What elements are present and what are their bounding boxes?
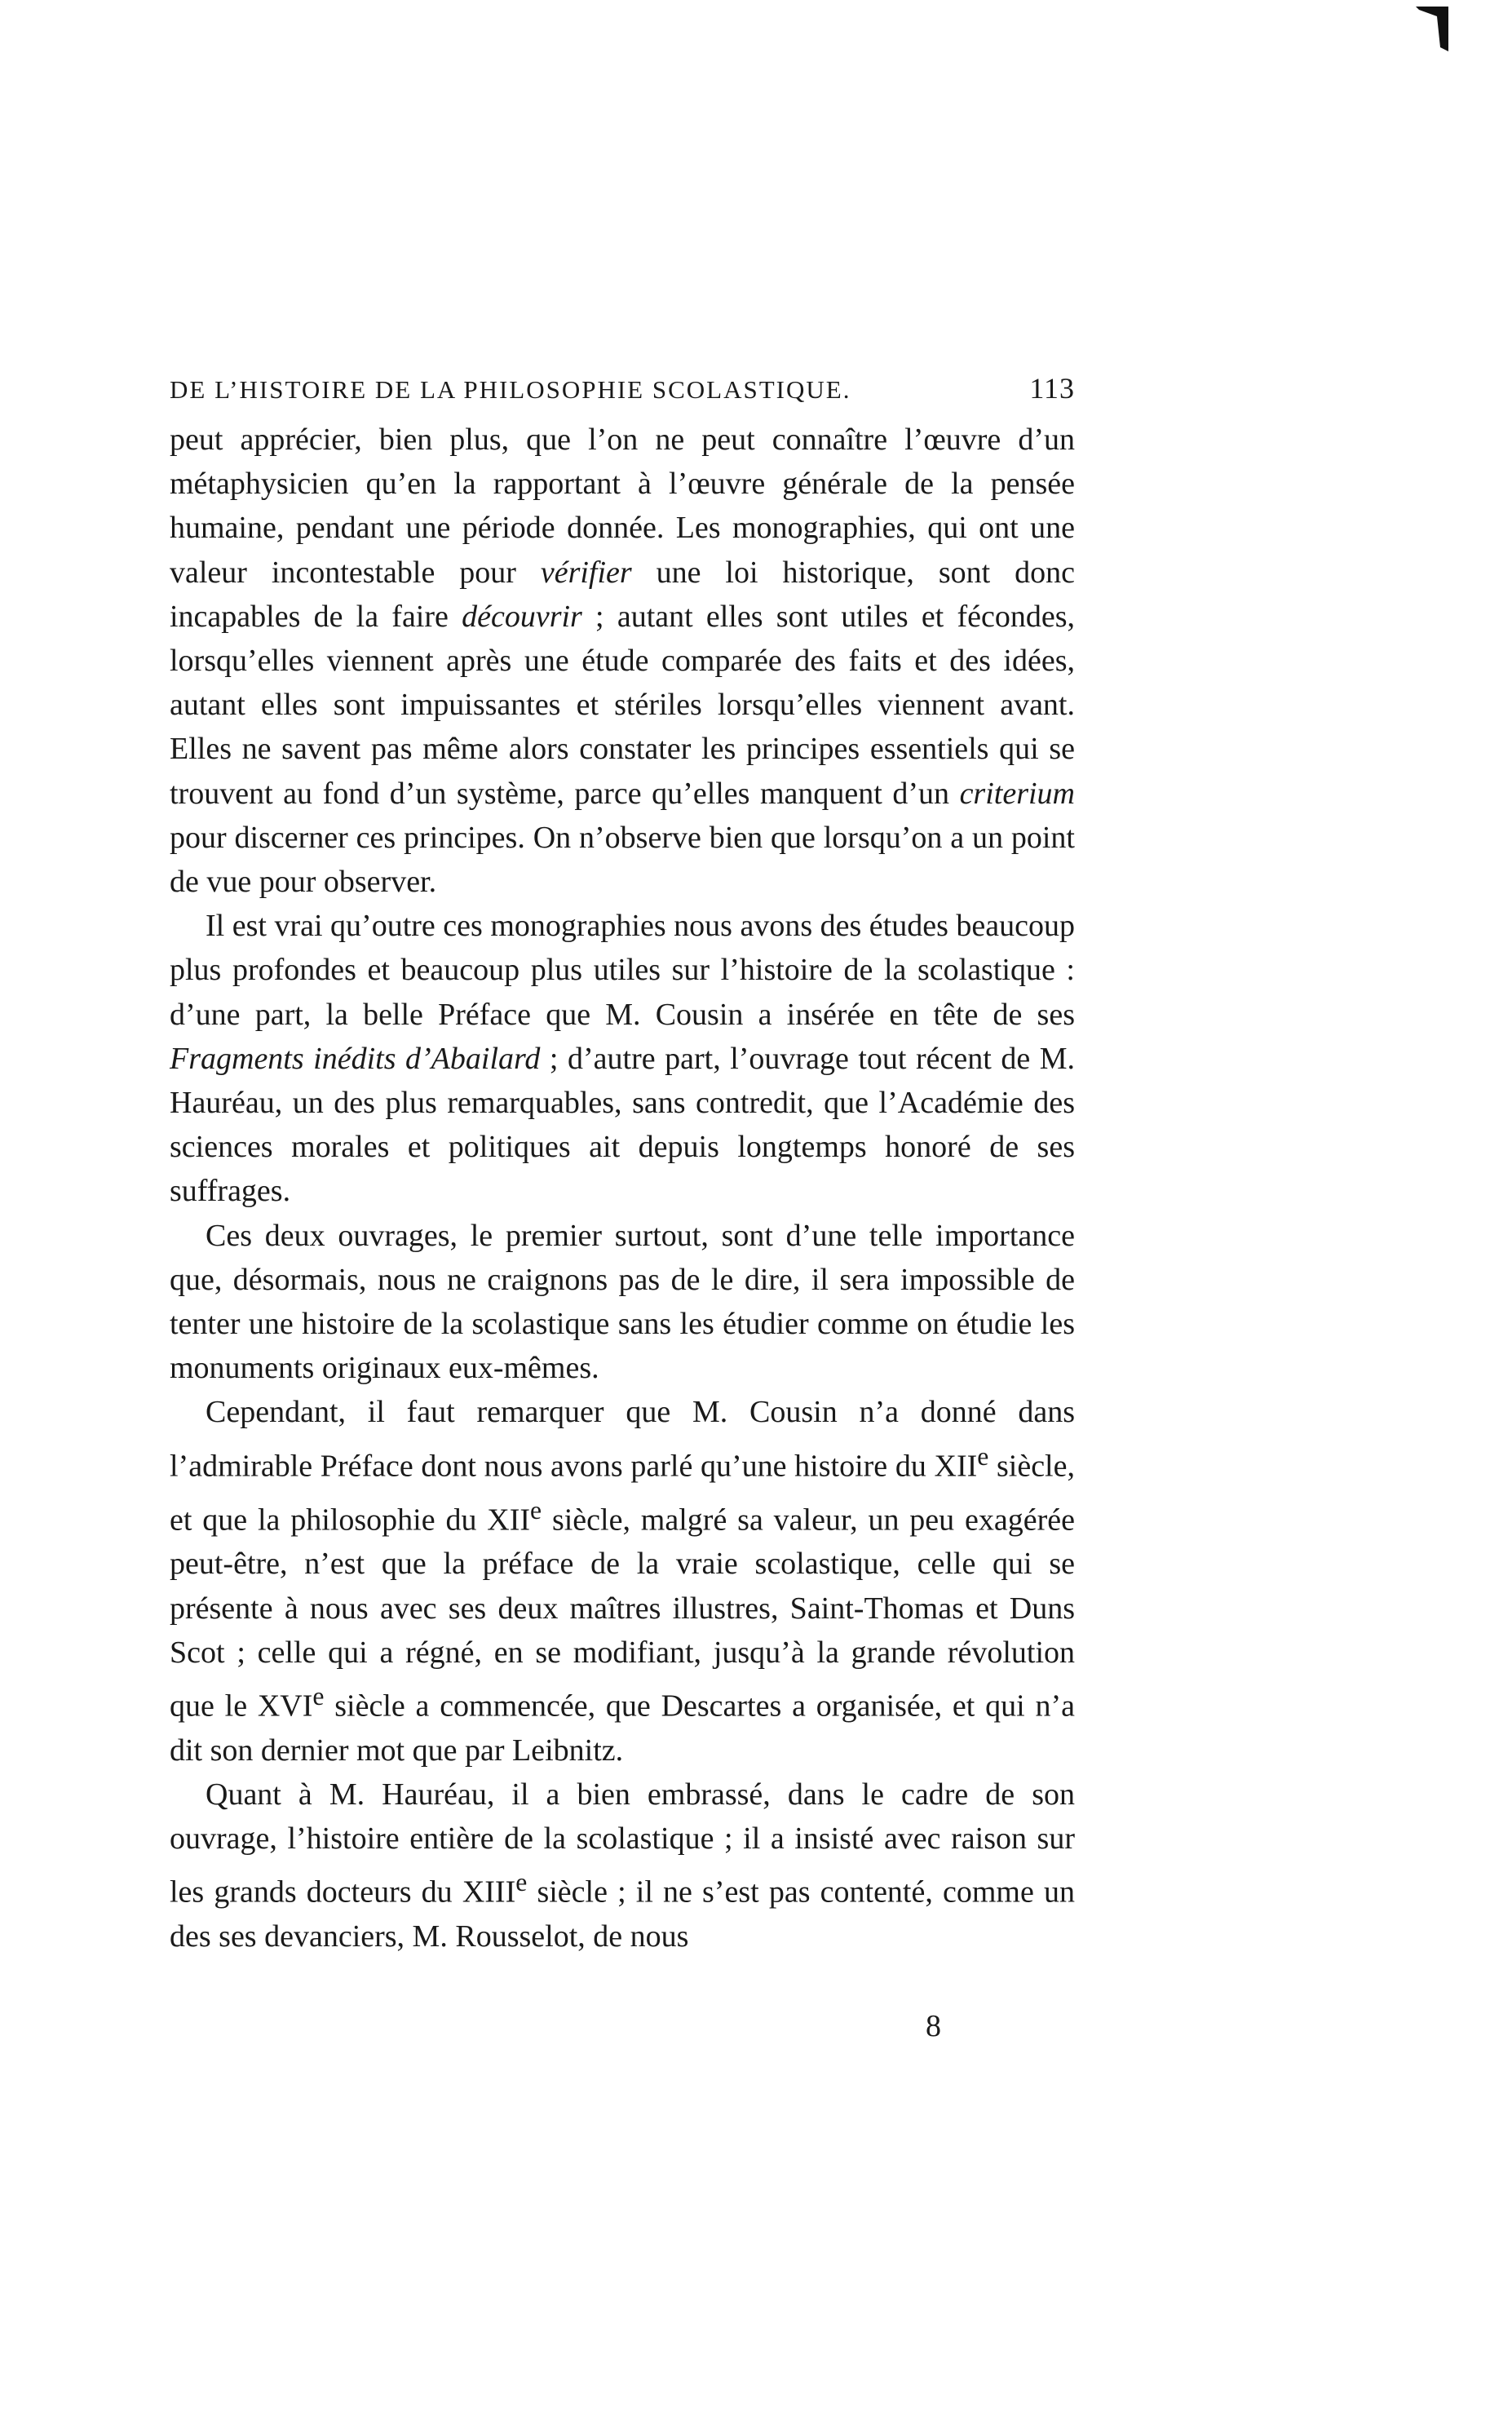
page-number: 113 [1029,372,1075,405]
emphasis-fragments-title: Fragments inédits d’Abailard [170,1041,541,1076]
paragraph-3: Ces deux ouvrages, le premier surtout, sont d’une telle importance que, désormais, nous ne craignons pas de le dire, il sera impossible de tenter une histoire de la scolastique sans les étudier comme on étudie les monuments originaux eux-mêmes. [170,1218,1075,1386]
signature-mark: 8 [926,2009,941,2043]
paragraph-4-text-1: Cependant, il faut remarquer que M. Cousin n’a donné dans l’admirable Préface dont nous avons parlé qu’une histoire du XII [170,1395,1075,1484]
paragraph-5-text-1: Quant à M. Hauréau, il a bien embrassé, dans le cadre de son ouvrage, l’histoire entière de la scolastique ; il a insisté avec raison sur les grands docteurs du XIII [170,1777,1075,1910]
running-title: DE L’HISTOIRE DE LA PHILOSOPHIE SCOLASTIQUE. [170,375,851,404]
paragraph-2-text-1: Il est vrai qu’outre ces monographies nous avons des études beaucoup plus profondes et beaucoup plus utiles sur l’histoire de la scolastique : d’une part, la belle Préface que M. Cousin a insérée en tête de ses [170,909,1075,1032]
superscript-e: e [515,1868,528,1897]
running-header [170,371,1075,414]
corner-ink-mark-icon [1416,7,1448,51]
paragraph-2-text-2: ; d’autre part, l’ouvrage tout récent de M. Hauréau, un des plus remarquables, sans contredit, que l’Académie des sciences morales et politiques ait depuis longtemps honoré de ses suffrages. [170,1041,1075,1209]
emphasis-verifier: vérifier [540,555,632,590]
paragraph-1-text-3: ; autant elles sont utiles et fécondes, lorsqu’elles viennent après une étude comparée des faits et des idées, autant elles sont impuissantes et stériles lorsqu’elles viennent avant. Elles ne savent pas même alors constater les principes essentiels qui se trouvent au fond d’un système, parce qu’elles manquent d’un [170,599,1075,811]
paragraph-2 [170,904,1075,1213]
paragraph-5-text-2: siècle ; il ne s’est pas contenté, comme un des ses devanciers, M. Rousselot, de nous [170,1875,1075,1954]
paragraph-1-text-2: une loi historique, sont donc incapables de la faire [170,555,1075,634]
paragraph-1 [170,418,1075,904]
body-text [170,418,1075,1959]
superscript-e: e [312,1682,325,1711]
paragraph-1-text-4: pour discerner ces principes. On n’observe bien que lorsqu’on a un point de vue pour observer. [170,820,1075,900]
superscript-e: e [530,1495,542,1525]
paragraph-5 [170,1773,1075,1958]
paragraph-4 [170,1390,1075,1773]
emphasis-criterium: criterium [959,776,1075,811]
emphasis-decouvrir: découvrir [462,599,582,634]
superscript-e: e [977,1441,989,1471]
paragraph-1-text-1: peut apprécier, bien plus, que l’on ne peut connaître l’œuvre d’un métaphysicien qu’en la rapportant à l’œuvre générale de la pensée humaine, pendant une période donnée. Les monographies, qui ont une valeur incontestable pour [170,423,1075,590]
paragraph-4-text-3: siècle, malgré sa valeur, un peu exagérée peut-être, n’est que la préface de la vraie scolastique, celle qui se présente à nous avec ses deux maîtres illustres, Saint-Thomas et Duns Scot ; celle qui a régné, en se modifiant, jusqu’à la grande révolution que le XVI [170,1503,1075,1724]
paragraph-4-text-2: siècle, et que la philosophie du XII [170,1449,1075,1538]
paragraph-4-text-4: siècle a commencée, que Descartes a organisée, et qui n’a dit son dernier mot que par Leibnitz. [170,1689,1075,1768]
